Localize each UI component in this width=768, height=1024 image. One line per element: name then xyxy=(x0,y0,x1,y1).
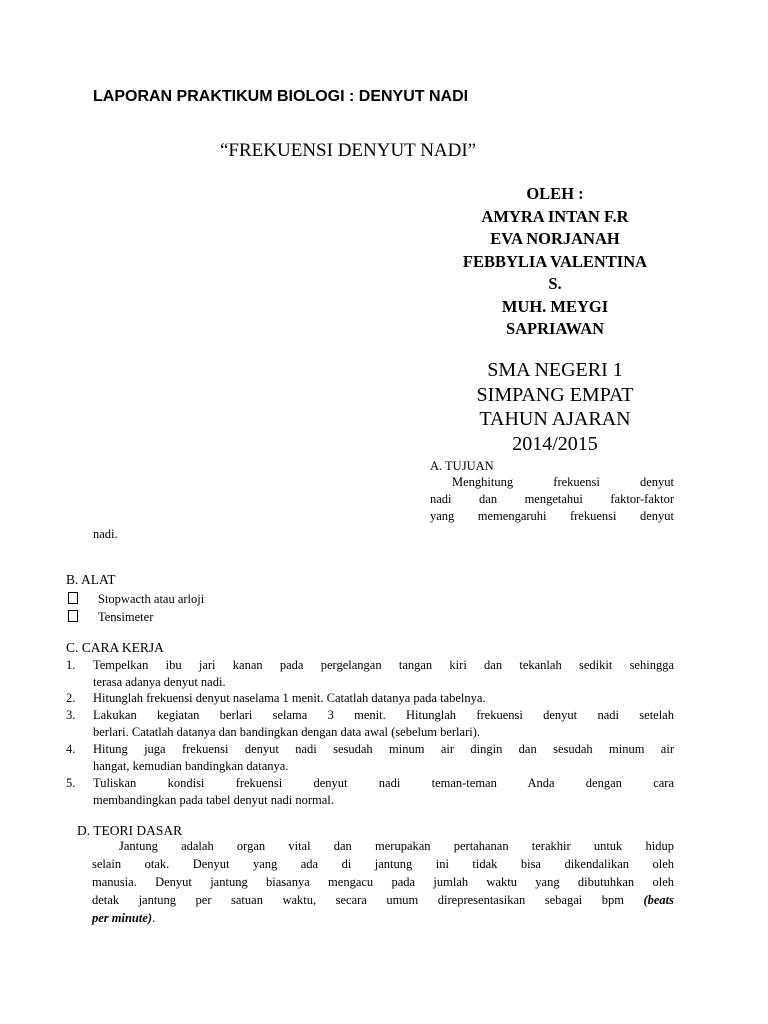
author-block xyxy=(425,183,685,341)
step-text-line: Hitunglah frekuensi denyut naselama 1 menit. Catatlah datanya pada tabelnya. xyxy=(93,691,486,705)
author-line: FEBBYLIA VALENTINA xyxy=(462,251,648,271)
teori-end-punct: . xyxy=(152,911,156,925)
teori-text-line: selain otak. Denyut yang ada di jantung ini tidak bisa dikendalikan oleh xyxy=(92,857,674,871)
step-item xyxy=(66,657,674,691)
teori-italic-term: per minute) xyxy=(92,911,153,925)
step-text-line: Hitung juga frekuensi denyut nadi sesudah minum air dingin dan sesudah minum air xyxy=(93,742,674,756)
checkbox-icon xyxy=(68,592,78,604)
school-line: SMA NEGERI 1 xyxy=(487,359,623,381)
teori-text-line: manusia. Denyut jantung biasanya mengacu pada jumlah waktu yang dibutuhkan oleh xyxy=(92,875,674,889)
author-line: MUH. MEYGI xyxy=(501,296,609,316)
step-number: 2. xyxy=(66,691,76,705)
section-c-heading: C. CARA KERJA xyxy=(66,640,164,655)
author-line: SAPRIAWAN xyxy=(505,319,605,338)
alat-item-label: Stopwacth atau arloji xyxy=(98,592,205,606)
checkbox-icon xyxy=(68,610,78,622)
step-item xyxy=(66,707,674,741)
step-text-line: Tuliskan kondisi frekuensi denyut nadi teman-teman Anda dengan cara xyxy=(93,776,674,790)
step-text-line: terasa adanya denyut nadi. xyxy=(93,675,226,689)
author-line: AMYRA INTAN F.R xyxy=(481,206,629,226)
section-d-heading: D. TEORI DASAR xyxy=(77,823,183,838)
teori-italic-term: (beats xyxy=(643,893,674,907)
main-title: “FREKUENSI DENYUT NADI” xyxy=(220,140,477,161)
step-number: 5. xyxy=(66,776,76,790)
tujuan-text-line: nadi. xyxy=(93,527,118,541)
step-number: 3. xyxy=(66,708,76,722)
tujuan-text-line: Menghitung frekuensi denyut xyxy=(452,475,674,489)
section-a-heading: A. TUJUAN xyxy=(430,459,494,473)
step-item xyxy=(66,690,674,707)
section-b-heading: B. ALAT xyxy=(66,572,116,587)
teori-text-line: Jantung adalah organ vital dan merupakan pertahanan terakhir untuk hidup xyxy=(119,839,674,853)
step-item xyxy=(66,775,674,809)
tujuan-text-line: yang memengaruhi frekuensi denyut xyxy=(430,509,674,523)
tujuan-text-line: nadi dan mengetahui faktor-faktor xyxy=(430,492,674,506)
author-line: EVA NORJANAH xyxy=(490,229,620,248)
school-block xyxy=(425,358,685,456)
teori-text-line xyxy=(92,893,674,908)
alat-list-item xyxy=(68,592,204,607)
step-text-line: Lakukan kegiatan berlari selama 3 menit. Hitunglah frekuensi denyut nadi setelah xyxy=(93,708,674,722)
step-number: 4. xyxy=(66,742,76,756)
teori-text-line xyxy=(92,911,155,926)
alat-list-item xyxy=(68,610,153,625)
step-text-line: berlari. Catatlah datanya dan bandingkan dengan data awal (sebelum berlari). xyxy=(93,725,480,739)
school-line: 2014/2015 xyxy=(512,432,598,455)
step-number: 1. xyxy=(66,658,76,672)
step-text-line: Tempelkan ibu jari kanan pada pergelangan tangan kiri dan tekanlah sedikit sehingga xyxy=(93,658,674,672)
alat-item-label: Tensimeter xyxy=(98,610,154,624)
step-text-line: hangat, kemudian bandingkan datanya. xyxy=(93,759,289,773)
school-line: SIMPANG EMPAT xyxy=(476,383,634,406)
author-line: S. xyxy=(548,274,562,293)
authors-label: OLEH : xyxy=(526,184,584,203)
teori-text: detak jantung per satuan waktu, secara umum direpresentasikan sebagai bpm xyxy=(92,893,624,907)
step-text-line: membandingkan pada tabel denyut nadi normal. xyxy=(93,793,334,807)
step-item xyxy=(66,741,674,775)
school-line: TAHUN AJARAN xyxy=(479,408,631,430)
report-header-title: LAPORAN PRAKTIKUM BIOLOGI : DENYUT NADI xyxy=(93,88,469,105)
